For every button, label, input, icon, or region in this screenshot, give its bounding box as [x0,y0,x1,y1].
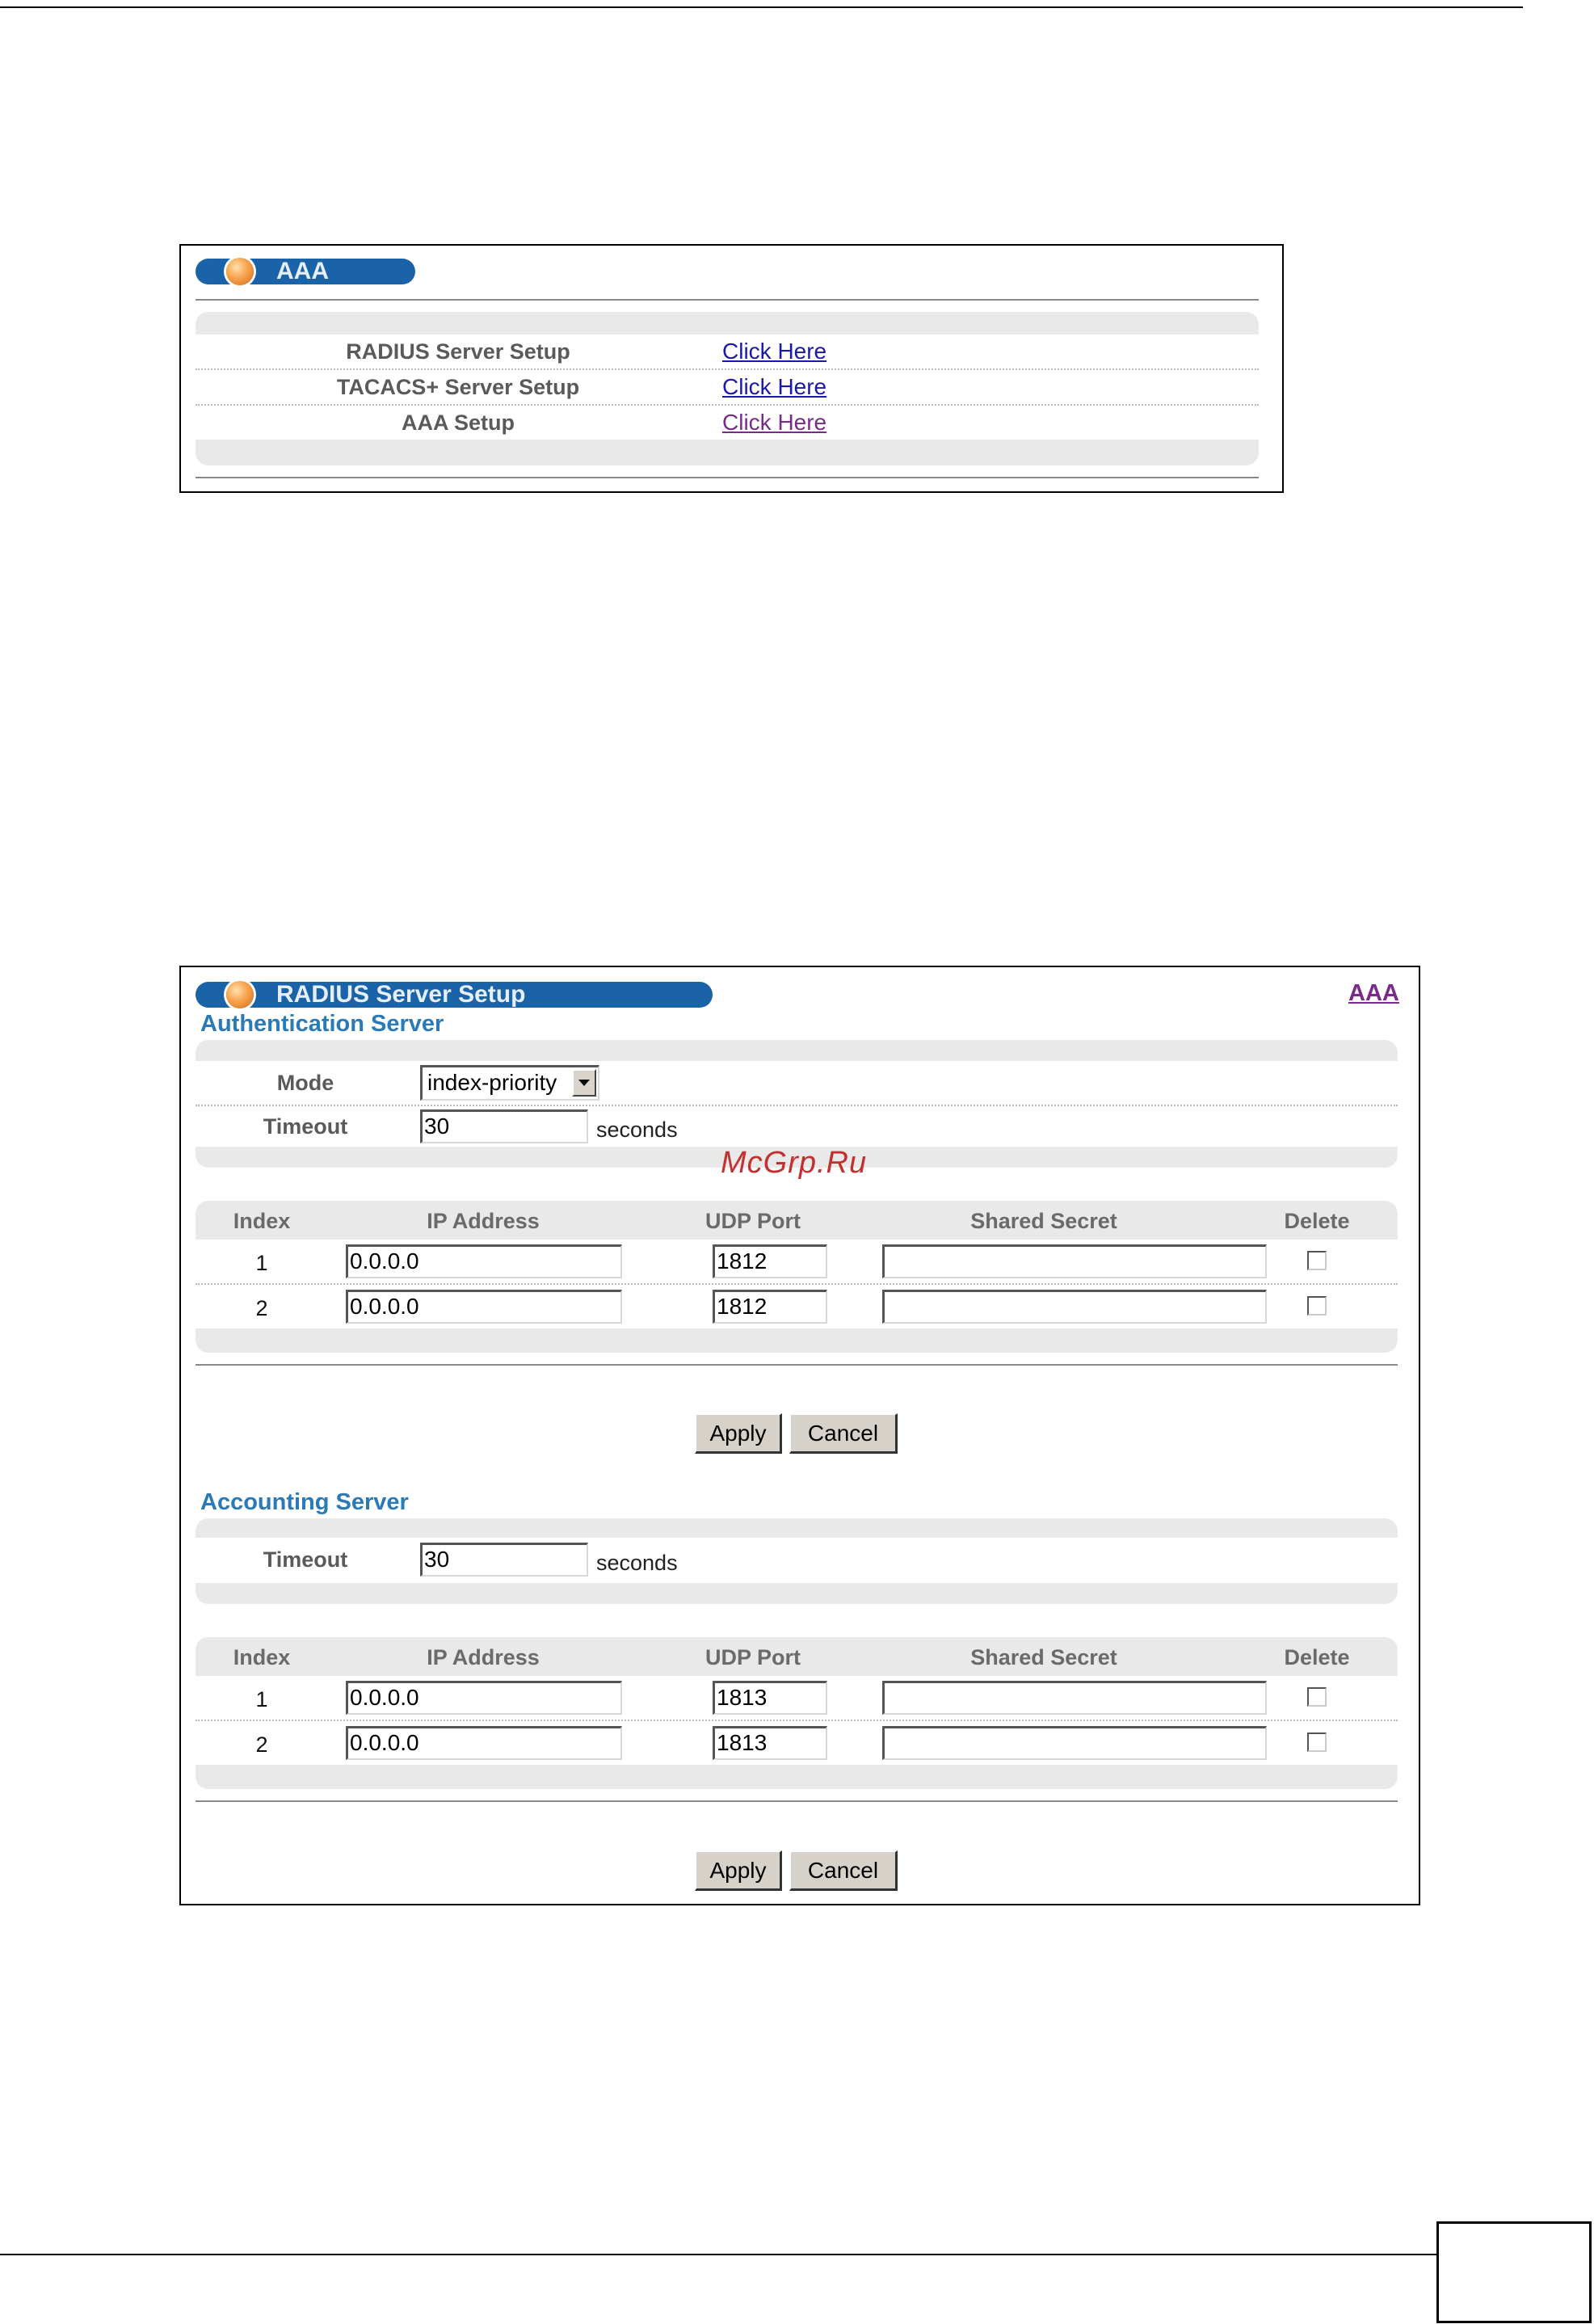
ip-address-input[interactable]: 0.0.0.0 [346,1290,622,1324]
radius-title: RADIUS Server Setup [276,981,526,1008]
ip-address-input[interactable]: 0.0.0.0 [346,1726,622,1760]
shared-secret-input[interactable] [882,1726,1267,1760]
watermark-text: McGrp.Ru [721,1146,868,1180]
mode-select[interactable] [420,1065,599,1101]
acct-server-table [196,1637,1398,1789]
col-header-udp-port: UDP Port [704,1645,801,1669]
aaa-screen [179,244,1284,493]
col-header-ip: IP Address [427,1209,540,1233]
aaa-title-divider [196,299,1259,301]
shared-secret-input[interactable] [882,1290,1267,1324]
mode-label: Mode [276,1071,334,1095]
col-header-shared-secret: Shared Secret [970,1209,1117,1233]
auth-timeout-row [196,1106,1398,1147]
tacacs-click-here-link[interactable]: Click Here [722,374,827,399]
aaa-row-label: AAA Setup [402,410,515,435]
ip-address-input[interactable]: 0.0.0.0 [346,1681,622,1715]
delete-checkbox[interactable] [1307,1687,1327,1707]
acct-settings-panel [196,1518,1398,1604]
acct-apply-button[interactable]: Apply [695,1850,782,1891]
auth-apply-button[interactable]: Apply [695,1413,782,1454]
auth-cancel-button[interactable]: Cancel [789,1413,898,1454]
mode-select-value: index-priority [427,1070,557,1095]
col-header-index: Index [233,1645,291,1669]
auth-divider [196,1364,1398,1366]
footer-rule [0,2254,1438,2255]
timeout-label: Timeout [263,1547,348,1572]
row-index: 2 [255,1296,268,1320]
table-row [196,1285,1398,1328]
timeout-label: Timeout [263,1114,348,1139]
aaa-title: AAA [276,258,329,284]
row-index: 1 [255,1251,268,1275]
orb-icon [226,258,254,285]
aaa-setup-click-here-link[interactable]: Click Here [722,410,827,435]
table-row [196,1721,1398,1765]
aaa-bottom-divider [196,477,1259,478]
aaa-nav-link[interactable]: AAA [1348,980,1399,1006]
col-header-udp-port: UDP Port [704,1209,801,1233]
delete-checkbox[interactable] [1307,1251,1327,1270]
col-header-delete: Delete [1284,1645,1350,1669]
aaa-title-bar [196,259,415,284]
acct-server-heading: Accounting Server [200,1489,409,1515]
radius-title-bar [196,982,713,1008]
acct-timeout-row [196,1538,1398,1583]
acct-timeout-unit: seconds [596,1551,678,1575]
udp-port-input[interactable]: 1813 [713,1726,827,1760]
table-row [196,1240,1398,1285]
auth-server-table [196,1201,1398,1353]
acct-timeout-input[interactable]: 30 [420,1543,588,1577]
col-header-ip: IP Address [427,1645,540,1669]
auth-server-heading: Authentication Server [200,1011,444,1037]
auth-mode-row [196,1061,1398,1106]
shared-secret-input[interactable] [882,1244,1267,1278]
shared-secret-input[interactable] [882,1681,1267,1715]
aaa-row-aaa-setup [196,406,1259,440]
col-header-shared-secret: Shared Secret [970,1645,1117,1669]
chevron-down-icon[interactable] [572,1069,596,1097]
auth-timeout-unit: seconds [596,1118,678,1142]
col-header-index: Index [233,1209,291,1233]
udp-port-input[interactable]: 1812 [713,1244,827,1278]
radius-click-here-link[interactable]: Click Here [722,339,827,364]
udp-port-input[interactable]: 1813 [713,1681,827,1715]
aaa-menu-panel [196,312,1259,465]
row-index: 2 [255,1732,268,1757]
radius-screen [179,966,1420,1905]
delete-checkbox[interactable] [1307,1296,1327,1316]
aaa-row-tacacs [196,370,1259,406]
col-header-delete: Delete [1284,1209,1350,1233]
auth-timeout-input[interactable]: 30 [420,1109,588,1143]
aaa-row-radius [196,335,1259,370]
aaa-row-label: RADIUS Server Setup [346,339,570,364]
aaa-row-label: TACACS+ Server Setup [336,375,580,399]
row-index: 1 [255,1687,268,1711]
table-row [196,1676,1398,1721]
page-number-box [1436,2221,1592,2323]
acct-cancel-button[interactable]: Cancel [789,1850,898,1891]
orb-icon [226,981,254,1008]
acct-divider [196,1800,1398,1802]
udp-port-input[interactable]: 1812 [713,1290,827,1324]
ip-address-input[interactable]: 0.0.0.0 [346,1244,622,1278]
header-rule [0,6,1523,8]
delete-checkbox[interactable] [1307,1732,1327,1752]
